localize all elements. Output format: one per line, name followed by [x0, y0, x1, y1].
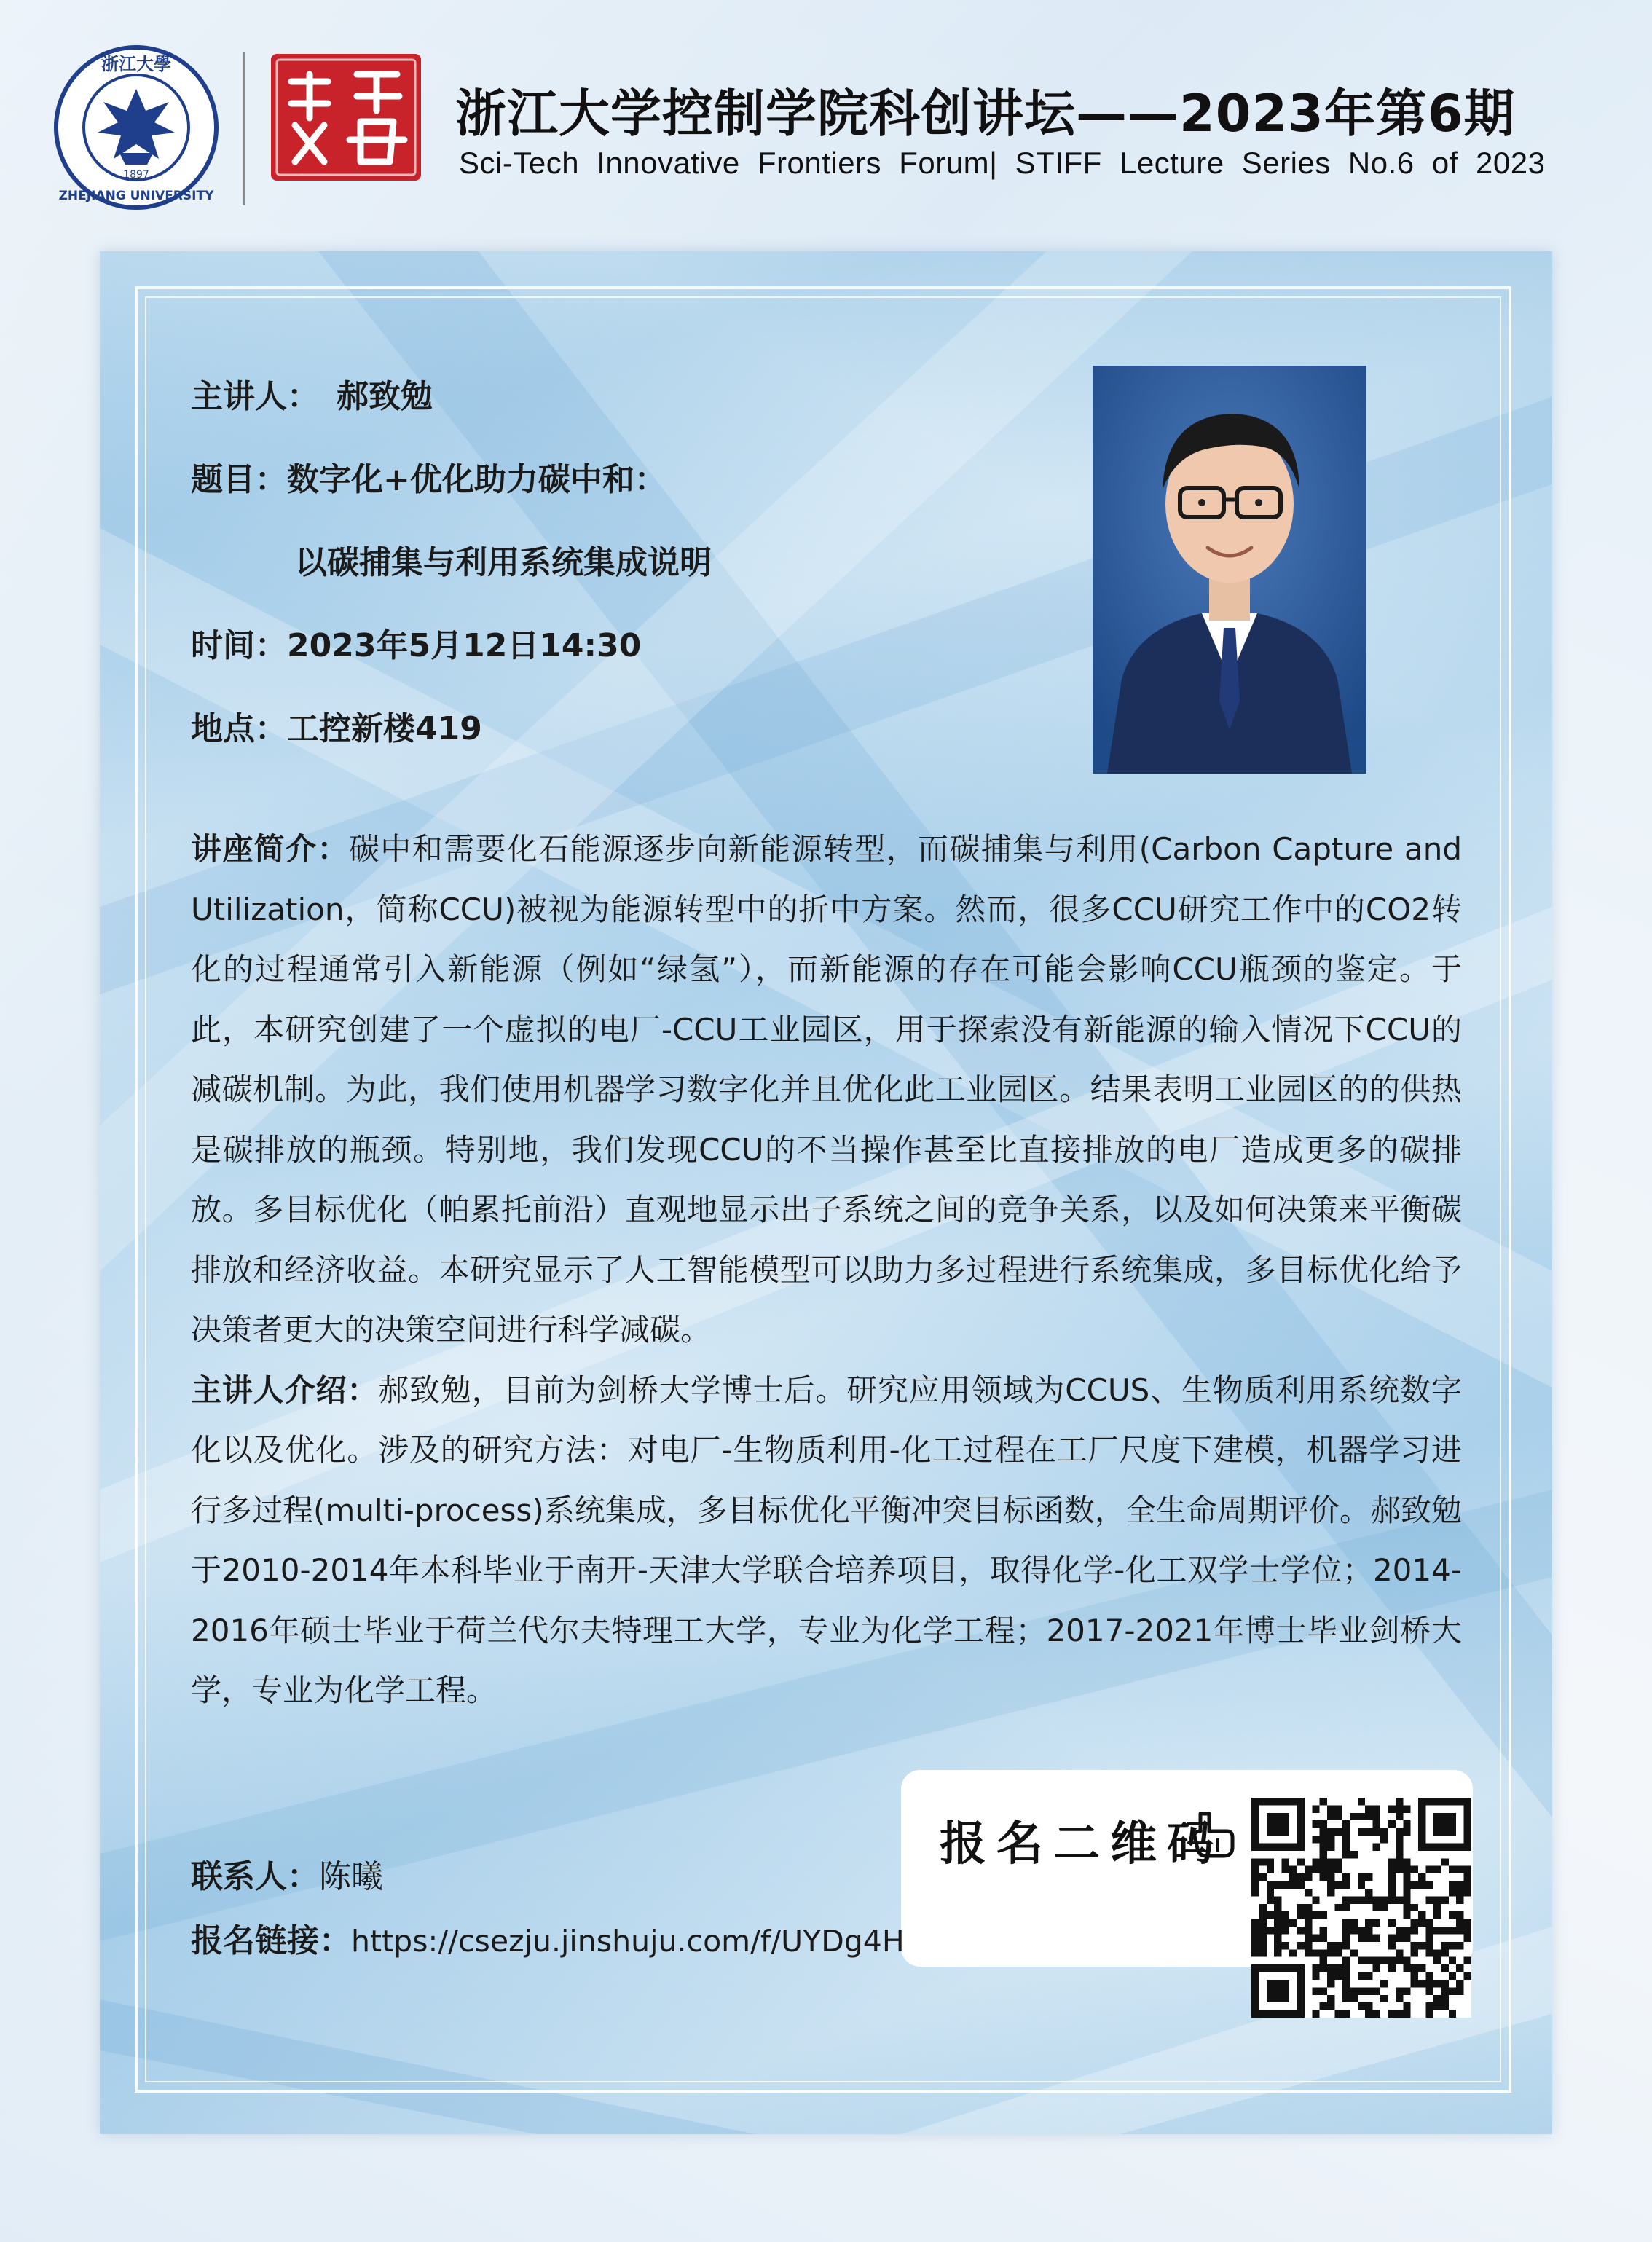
contact-line: [191, 1850, 383, 1897]
zju-emblem-icon: [52, 44, 220, 211]
speaker-line: [191, 370, 433, 417]
time-line: [191, 619, 641, 666]
header: [0, 0, 1652, 240]
place-label: 地点：: [191, 710, 287, 747]
registration-link-label: 报名链接：: [191, 1922, 351, 1959]
emblem-ring-bottom-text: ZHEJIANG UNIVERSITY: [58, 189, 214, 203]
event-time: 2023年5月12日14:30: [287, 627, 642, 664]
time-label: 时间：: [191, 627, 287, 664]
speaker-name: 郝致勉: [337, 378, 433, 415]
registration-link-line: [191, 1914, 905, 1961]
topic-label: 题目：: [191, 461, 287, 498]
registration-qr-code[interactable]: [1251, 1798, 1471, 2018]
qr-label: 报名二维码: [940, 1817, 1224, 1871]
red-seal-icon: [270, 52, 422, 182]
intro-label: 讲座简介：: [191, 831, 349, 867]
topic-line-2: [295, 536, 712, 583]
contact-label: 联系人：: [191, 1858, 319, 1895]
header-divider: [243, 52, 245, 205]
intro-paragraph: [191, 819, 1462, 1361]
emblem-year-text: 1897: [123, 169, 149, 181]
intro-text: 碳中和需要化石能源逐步向新能源转型，而碳捕集与利用(Carbon Capture and Utilization，简称CCU)被视为能源转型中的折中方案。然而，很多CCU研究工作中的CO2转化的过程通常引入新能源（例如“绿氢”），而新能源的存在可能会影响CCU瓶颈的鉴定。于此，本研究创建了一个虚拟的电厂-CCU工业园区，用于探索没有新能源的输入情况下CCU的减碳机制。为此，我们使用机器学习数字化并且优化此工业园区。结果表明工业园区的的供热是碳排放的瓶颈。特别地，我们发现CCU的不当操作甚至比直接排放的电厂造成更多的碳排放。多目标优化（帕累托前沿）直观地显示出子系统之间的竞争关系，以及如何决策来平衡碳排放和经济收益。本研究显示了人工智能模型可以助力多过程进行系统集成，多目标优化给予决策者更大的决策空间进行科学减碳。: [191, 831, 1462, 1348]
speaker-label: 主讲人：: [191, 378, 319, 415]
bio-label: 主讲人介绍：: [191, 1372, 379, 1408]
lecture-description: [191, 819, 1462, 1721]
hand-pointer-icon: [1190, 1809, 1235, 1860]
contact-name: 陈曦: [319, 1858, 383, 1895]
bio-text: 郝致勉，目前为剑桥大学博士后。研究应用领域为CCUS、生物质利用系统数字化以及优化。涉及的研究方法：对电厂-生物质利用-化工过程在工厂尺度下建模，机器学习进行多过程(multi-process)系统集成，多目标优化平衡冲突目标函数，全生命周期评价。郝致勉于2010-2014年本科毕业于南开-天津大学联合培养项目，取得化学-化工双学士学位；2014-2016年硕士毕业于荷兰代尔夫特理工大学，专业为化学工程；2017-2021年博士毕业剑桥大学，专业为化学工程。: [191, 1372, 1462, 1708]
registration-link[interactable]: https://csezju.jinshuju.com/f/UYDg4H: [351, 1924, 905, 1959]
bio-paragraph: [191, 1361, 1462, 1721]
topic-line-1: [191, 453, 666, 500]
topic-text-2: 以碳捕集与利用系统集成说明: [295, 544, 712, 581]
page-title: 浙江大学控制学院科创讲坛——2023年第6期: [455, 84, 1516, 143]
emblem-ring-top-text: 浙江大學: [101, 53, 171, 74]
topic-text-1: 数字化+优化助力碳中和：: [287, 461, 666, 498]
page-subtitle: Sci-Tech Innovative Frontiers Forum| STIFF Lecture Series No.6 of 2023: [459, 146, 1546, 180]
speaker-portrait-photo: [1093, 366, 1366, 774]
place-line: [191, 702, 482, 749]
event-place: 工控新楼419: [287, 710, 482, 747]
